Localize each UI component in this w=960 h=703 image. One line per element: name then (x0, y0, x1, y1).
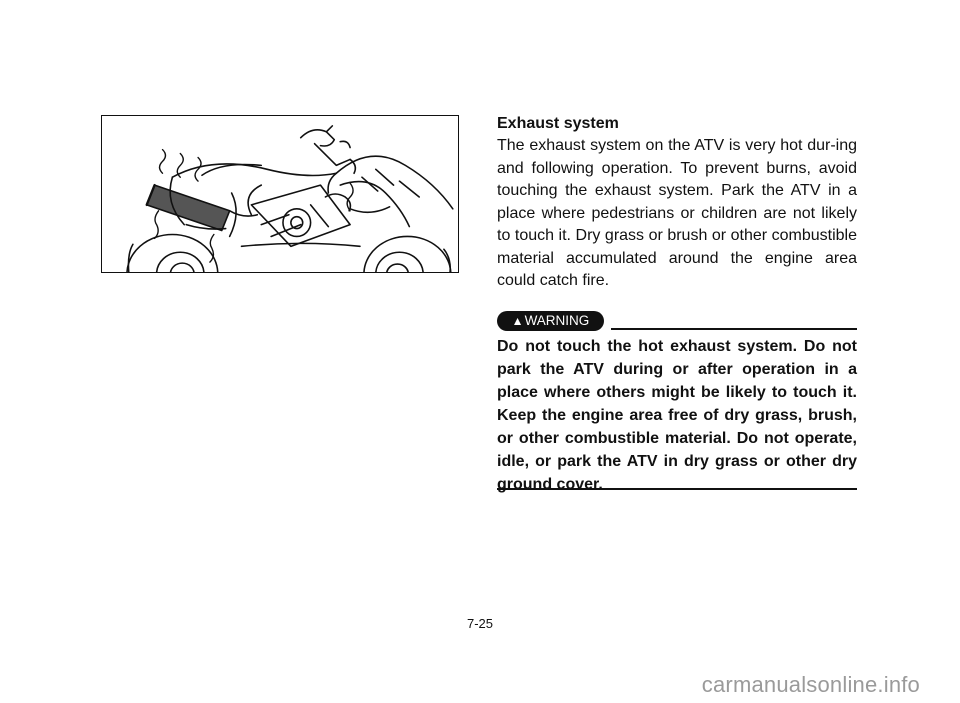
section-heading: Exhaust system (497, 115, 619, 132)
warning-triangle-icon: ▲ (511, 314, 524, 328)
page-number: 7-25 (466, 616, 494, 631)
warning-text: Do not touch the hot exhaust system. Do not park the ATV during or after operation in a place where others might be likely to touch it. Keep the engine area free of dry grass, brush, or other combustible material. Do not operate, idle, or park the ATV in dry grass or other dry ground cover. (497, 338, 857, 493)
front-wheel (364, 236, 451, 272)
warning-badge (497, 311, 604, 331)
atv-exhaust-illustration (101, 115, 459, 273)
handlebar (301, 126, 356, 173)
warning-header (497, 311, 857, 331)
watermark: carmanualsonline.info (701, 672, 920, 697)
muffler (147, 185, 258, 230)
engine (241, 185, 359, 246)
front-fender (328, 156, 453, 226)
warning-bottom-rule (497, 488, 857, 490)
warning-top-rule (611, 328, 857, 330)
warning-label: WARNING (524, 313, 590, 328)
rear-wheel (127, 234, 218, 272)
section-body: The exhaust system on the ATV is very hot dur-ing and following operation. To prevent burns, avoid touching the exhaust system. Park the ATV in a place where pedestrians or children are not likely to touch it. Dry grass or brush or other combustible material accumulated around the engine area could catch fire. (497, 137, 857, 289)
exhaust-system-section (497, 113, 857, 293)
